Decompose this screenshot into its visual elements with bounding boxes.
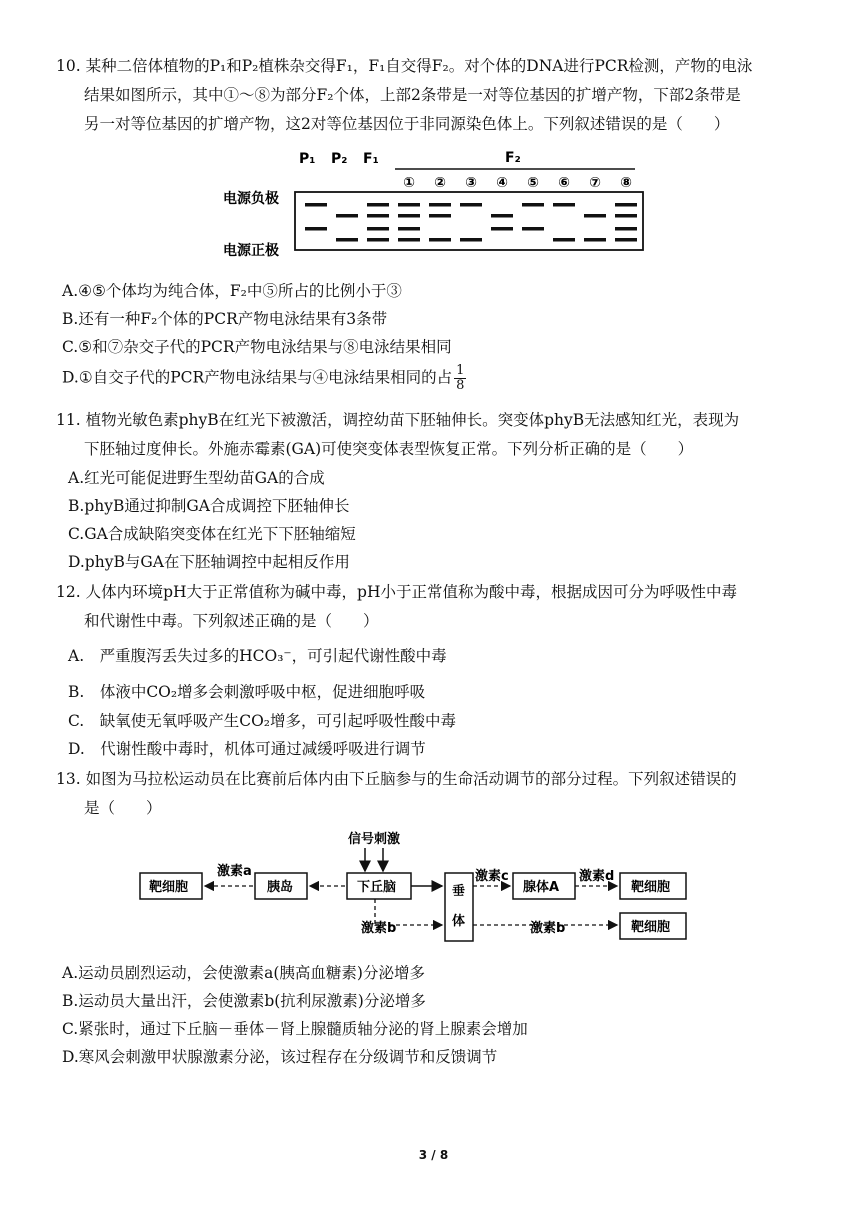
gel-positive-label: 电源正极: [223, 243, 279, 259]
gel-col-p1: P₁: [299, 151, 316, 167]
q12-option-d[interactable]: D. 代谢性酸中毒时，机体可通过减缓呼吸进行调节: [68, 740, 426, 758]
gel-lane-label: ⑦: [589, 175, 601, 191]
question-12-stem: [56, 578, 826, 636]
question-10-stem: [56, 52, 826, 139]
q12-option-b[interactable]: B. 体液中CO₂增多会刺激呼吸中枢，促进细胞呼吸: [68, 683, 426, 701]
q10-stem-line3: 另一对等位基因的扩增产物，这2对等位基因位于非同源染色体上。下列叙述错误的是（ ）: [84, 115, 730, 133]
signal-stimulus-label: 信号刺激: [348, 832, 401, 847]
q10-option-a[interactable]: A.④⑤个体均为纯合体，F₂中⑤所占的比例小于③: [62, 282, 402, 300]
gel-band: [553, 238, 575, 242]
gel-lane-label: ①: [403, 175, 415, 191]
gel-band: [367, 203, 389, 207]
q10-option-b[interactable]: B.还有一种F₂个体的PCR产物电泳结果有3条带: [62, 310, 388, 328]
hormone-d-label: 激素d: [579, 869, 615, 884]
gel-band: [491, 227, 513, 231]
q11-option-b[interactable]: B.phyB通过抑制GA合成调控下胚轴伸长: [68, 497, 350, 515]
gland-a-label: 腺体A: [523, 880, 560, 895]
gel-band: [460, 238, 482, 242]
hormone-b-label-2: 激素b: [530, 921, 566, 936]
q13-stem-line2: 是（ ）: [84, 799, 162, 817]
hypothalamus-flow-diagram: [135, 825, 695, 950]
target-cell-3-label: 靶细胞: [631, 920, 671, 935]
hormone-b-label-1: 激素b: [361, 921, 397, 936]
target-cell-1-label: 靶细胞: [149, 880, 189, 895]
pituitary-label-2: 体: [452, 914, 466, 929]
gel-band: [336, 214, 358, 218]
gel-band: [615, 214, 637, 218]
gel-lane-label: ⑥: [558, 175, 570, 191]
gel-band: [491, 214, 513, 218]
q10-option-d-text: D.①自交子代的PCR产物电泳结果与④电泳结果相同的占: [62, 368, 453, 387]
gel-band: [429, 203, 451, 207]
gel-electrophoresis-figure: [215, 145, 655, 260]
gel-band: [584, 238, 606, 242]
gel-band: [460, 203, 482, 207]
q12-option-c[interactable]: C. 缺氧使无氧呼吸产生CO₂增多，可引起呼吸性酸中毒: [68, 712, 457, 730]
gel-band: [615, 227, 637, 231]
q13-option-c[interactable]: C.紧张时，通过下丘脑－垂体－肾上腺髓质轴分泌的肾上腺素会增加: [62, 1020, 528, 1038]
gel-band: [367, 238, 389, 242]
gel-band: [429, 214, 451, 218]
gel-col-f2: F₂: [505, 150, 521, 166]
pituitary-label-1: 垂: [452, 884, 466, 899]
gel-lane-label: ⑤: [527, 175, 539, 191]
gel-lane-label: ④: [496, 175, 508, 191]
q11-option-d[interactable]: D.phyB与GA在下胚轴调控中起相反作用: [68, 553, 350, 571]
q11-option-c[interactable]: C.GA合成缺陷突变体在红光下下胚轴缩短: [68, 525, 356, 543]
hormone-a-label: 激素a: [217, 864, 252, 879]
gel-band: [367, 214, 389, 218]
gel-band: [615, 238, 637, 242]
gel-band: [429, 238, 451, 242]
q12-option-a[interactable]: A. 严重腹泻丢失过多的HCO₃⁻，可引起代谢性酸中毒: [68, 647, 447, 665]
gel-band: [522, 203, 544, 207]
q13-stem-line1: 13. 如图为马拉松运动员在比赛前后体内由下丘脑参与的生命活动调节的部分过程。下列叙述错误的: [56, 770, 737, 788]
q11-option-a[interactable]: A.红光可能促进野生型幼苗GA的合成: [68, 469, 325, 487]
gel-band: [398, 227, 420, 231]
gel-band: [398, 203, 420, 207]
q13-option-b[interactable]: B.运动员大量出汗，会使激素b(抗利尿激素)分泌增多: [62, 992, 426, 1010]
gel-col-p2: P₂: [331, 151, 348, 167]
q10-option-d[interactable]: [62, 364, 822, 393]
gel-lane-label: ③: [465, 175, 477, 191]
gel-band: [398, 238, 420, 242]
q13-option-d[interactable]: D.寒风会刺激甲状腺激素分泌，该过程存在分级调节和反馈调节: [62, 1048, 498, 1066]
fraction-one-eighth: $\frac{1}{8}$: [456, 363, 465, 393]
q10-stem-line2: 结果如图所示，其中①～⑧为部分F₂个体，上部2条带是一对等位基因的扩增产物，下部2条带是: [84, 86, 741, 104]
q11-stem-line2: 下胚轴过度伸长。外施赤霉素(GA)可使突变体表型恢复正常。下列分析正确的是（ ）: [84, 440, 694, 458]
question-11-stem: [56, 406, 826, 464]
q12-stem-line1: 12. 人体内环境pH大于正常值称为碱中毒，pH小于正常值称为酸中毒，根据成因可分为呼吸性中毒: [56, 583, 737, 601]
hypothalamus-label: 下丘脑: [357, 880, 397, 895]
gel-band: [398, 214, 420, 218]
q12-stem-line2: 和代谢性中毒。下列叙述正确的是（ ）: [84, 612, 379, 630]
gel-lane-label: ②: [434, 175, 446, 191]
gel-band: [584, 214, 606, 218]
lane-labels: [403, 175, 632, 191]
gel-band: [305, 203, 327, 207]
gel-band: [305, 227, 327, 231]
islet-label: 胰岛: [267, 880, 294, 895]
gel-lane-label: ⑧: [620, 175, 632, 191]
page-number: 3 / 8: [418, 1148, 449, 1162]
gel-negative-label: 电源负极: [223, 191, 279, 207]
q10-option-c[interactable]: C.⑤和⑦杂交子代的PCR产物电泳结果与⑧电泳结果相同: [62, 338, 452, 356]
gel-band: [336, 238, 358, 242]
gel-band: [553, 203, 575, 207]
hormone-c-label: 激素c: [475, 869, 509, 884]
gel-band: [615, 203, 637, 207]
q13-option-a[interactable]: A.运动员剧烈运动，会使激素a(胰高血糖素)分泌增多: [62, 964, 425, 982]
target-cell-2-label: 靶细胞: [631, 880, 671, 895]
q11-stem-line1: 11. 植物光敏色素phyB在红光下被激活，调控幼苗下胚轴伸长。突变体phyB无法感知红光，表现为: [56, 411, 740, 429]
gel-band: [367, 227, 389, 231]
q10-stem-line1: 10. 某种二倍体植物的P₁和P₂植株杂交得F₁，F₁自交得F₂。对个体的DNA进行PCR检测，产物的电泳: [56, 57, 753, 75]
gel-col-f1: F₁: [363, 151, 379, 167]
gel-band: [522, 227, 544, 231]
question-13-stem: [56, 765, 826, 823]
